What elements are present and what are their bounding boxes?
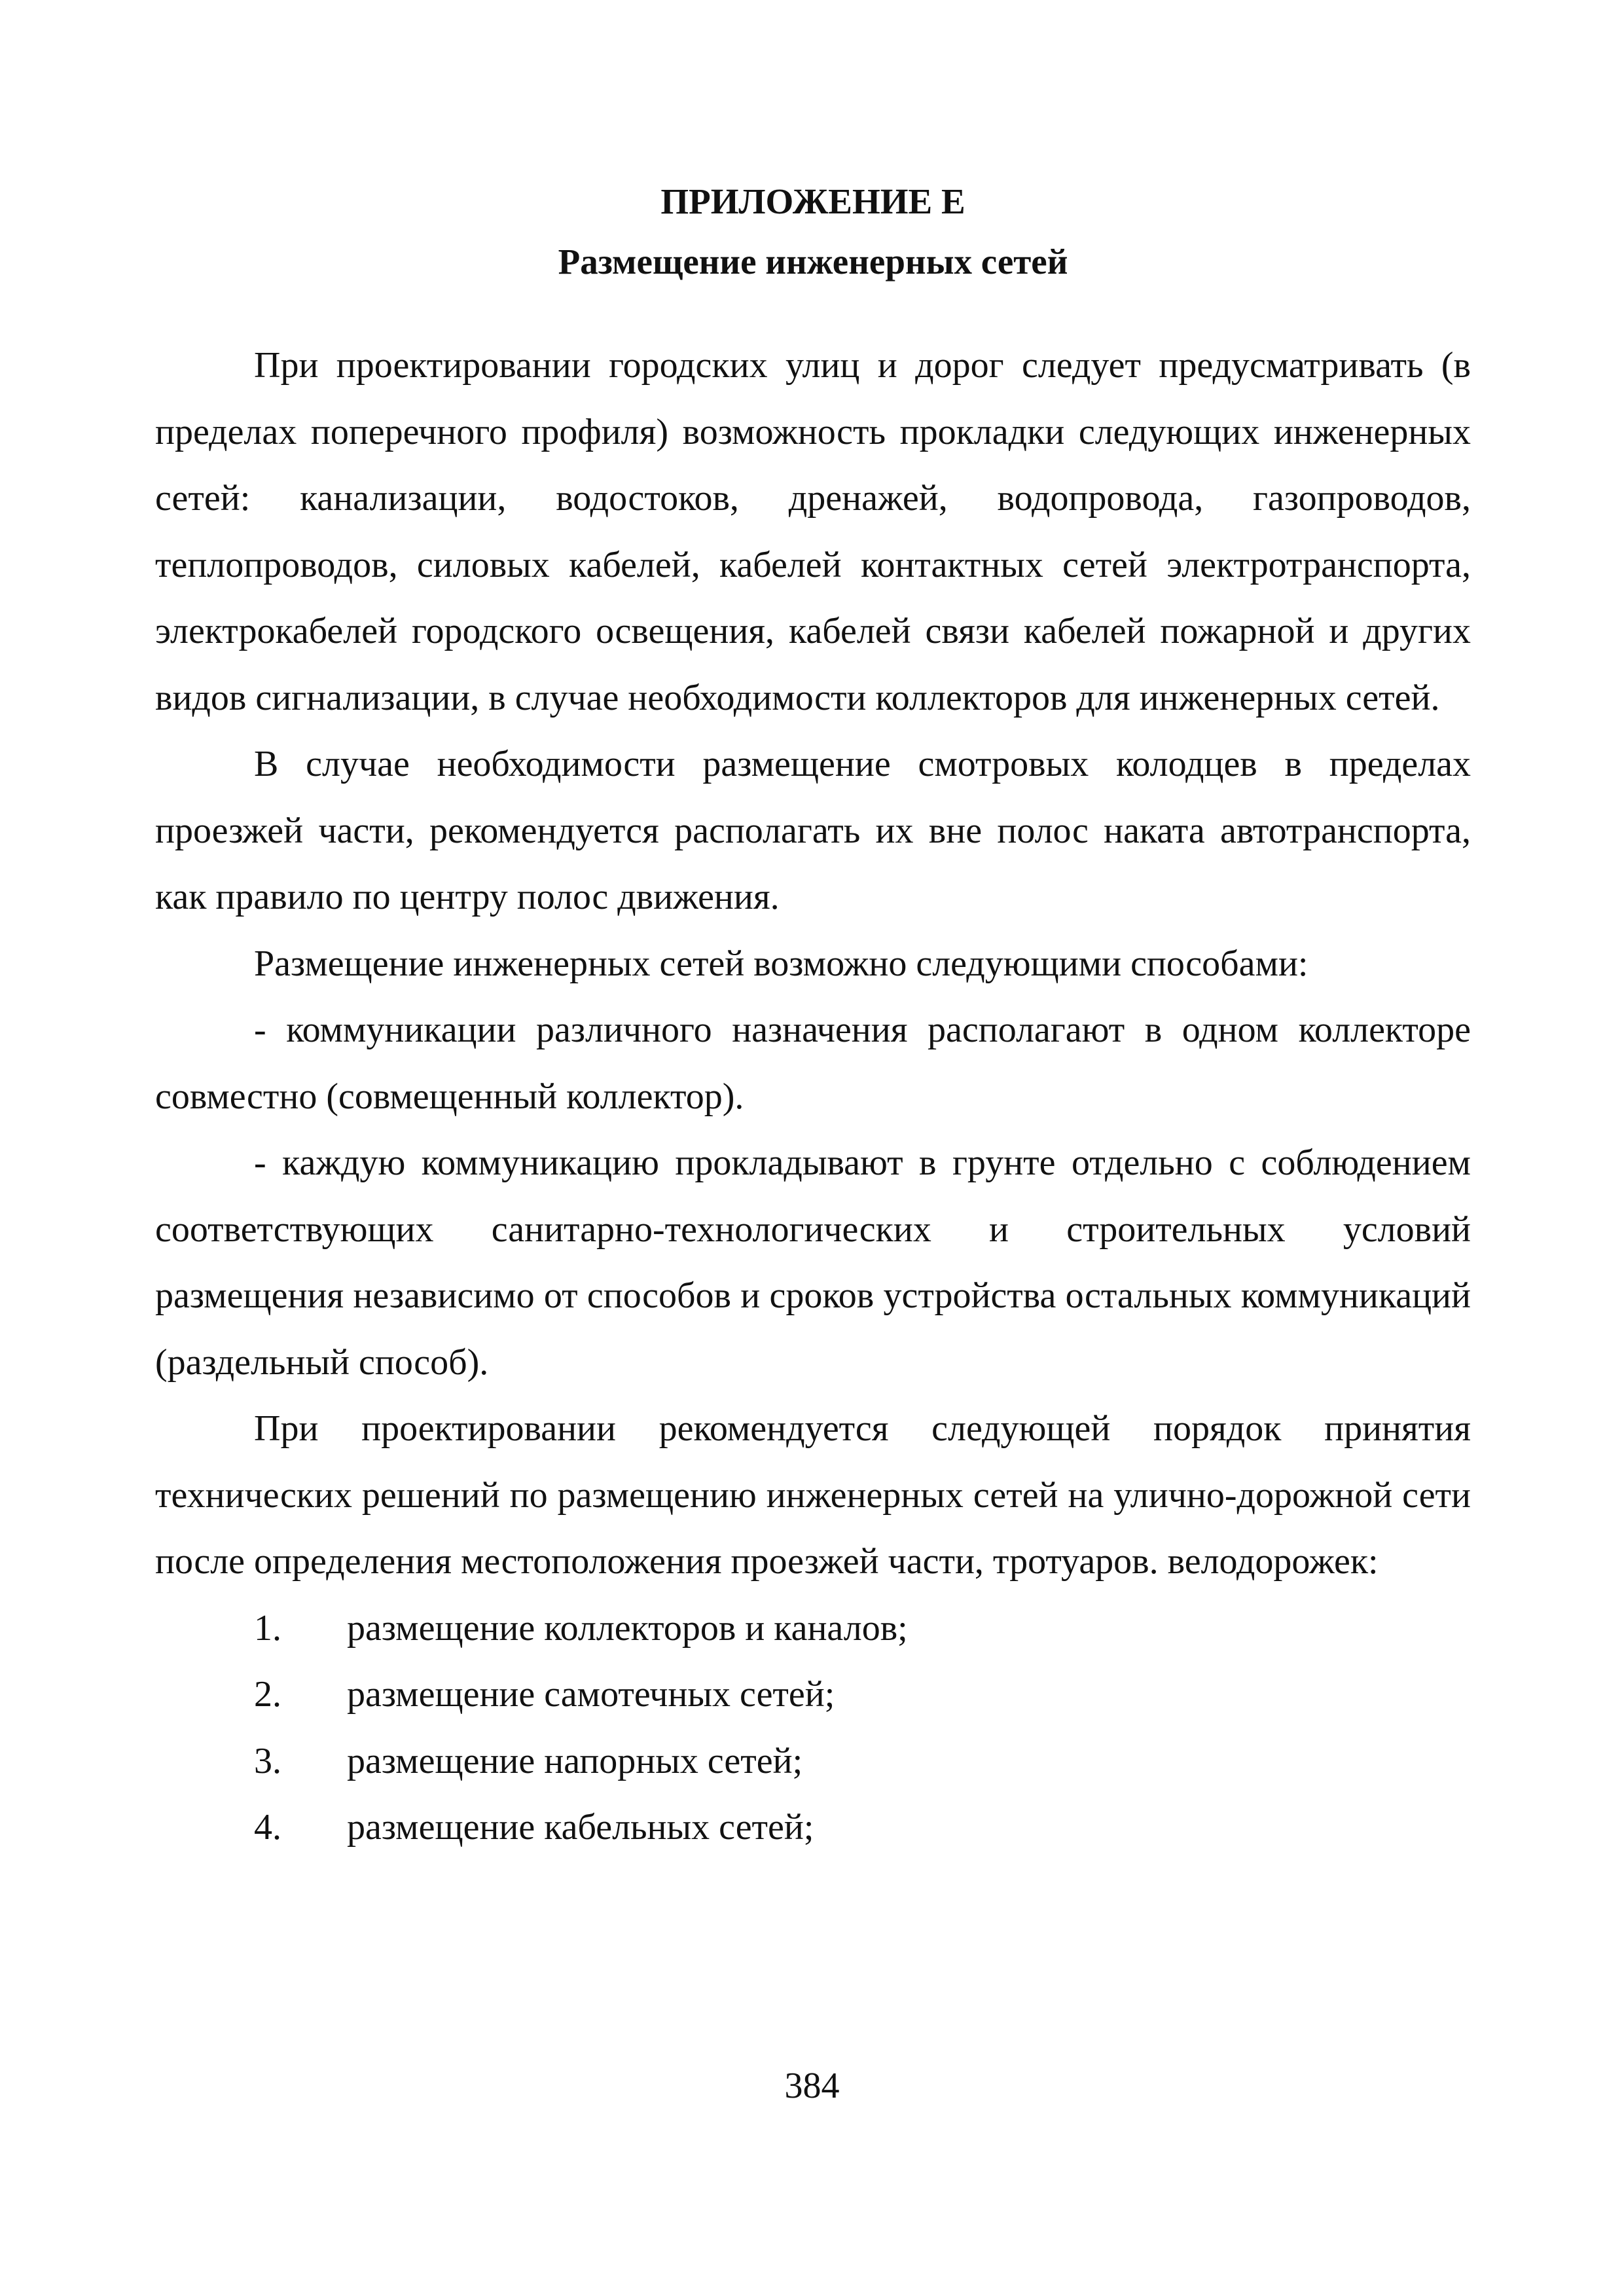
paragraph: - коммуникации различного назначения располагают в одном коллекторе совместно (совмещенный коллектор). [155, 1010, 1471, 1117]
list-item-number: 1. [254, 1607, 281, 1649]
paragraph: При проектировании городских улиц и дорог следует предусматривать (в пределах поперечного профиля) возможность прокладки следующих инженерных сетей: канализации, водостоков, дренажей, водопровода, газопроводов, теплопроводов, силовых кабелей, кабелей контактных сетей электротранспорта, электрокабелей городского освещения, кабелей связи кабелей пожарной и других видов сигнализации, в случае необходимости коллекторов для инженерных сетей. [155, 345, 1471, 718]
list-item-text: размещение напорных сетей; [347, 1740, 803, 1781]
appendix-title: ПРИЛОЖЕНИЕ Е [660, 181, 965, 221]
appendix-subtitle: Размещение инженерных сетей [558, 242, 1068, 282]
page-number: 384 [784, 2066, 840, 2106]
paragraph: При проектировании рекомендуется следующей порядок принятия технических решений по размещению инженерных сетей на улично-дорожной сети после определения местоположения проезжей части, тротуаров. велодорожек: [155, 1408, 1471, 1582]
list-item [155, 1728, 1471, 1795]
list-item-number: 2. [254, 1674, 281, 1715]
list-item-text: размещение кабельных сетей; [347, 1807, 814, 1848]
list-item [155, 1795, 1471, 1861]
list-item-number: 4. [254, 1807, 281, 1848]
paragraph: В случае необходимости размещение смотровых колодцев в пределах проезжей части, рекомендуется располагать их вне полос наката автотранспорта, как правило по центру полос движения. [155, 744, 1471, 917]
list-item-text: размещение самотечных сетей; [347, 1674, 835, 1715]
list-item-number: 3. [254, 1740, 281, 1781]
paragraph: Размещение инженерных сетей возможно следующими способами: [254, 943, 1308, 984]
numbered-list [155, 1595, 1471, 1861]
list-item-text: размещение коллекторов и каналов; [347, 1607, 908, 1649]
list-item [155, 1595, 1471, 1662]
paragraph: - каждую коммуникацию прокладывают в грунте отдельно с соблюдением соответствующих санитарно-технологических и строительных условий размещения независимо от способов и сроков устройства остальных коммуникаций (раздельный способ). [155, 1142, 1471, 1383]
list-item [155, 1662, 1471, 1728]
page-content [155, 172, 1471, 1861]
